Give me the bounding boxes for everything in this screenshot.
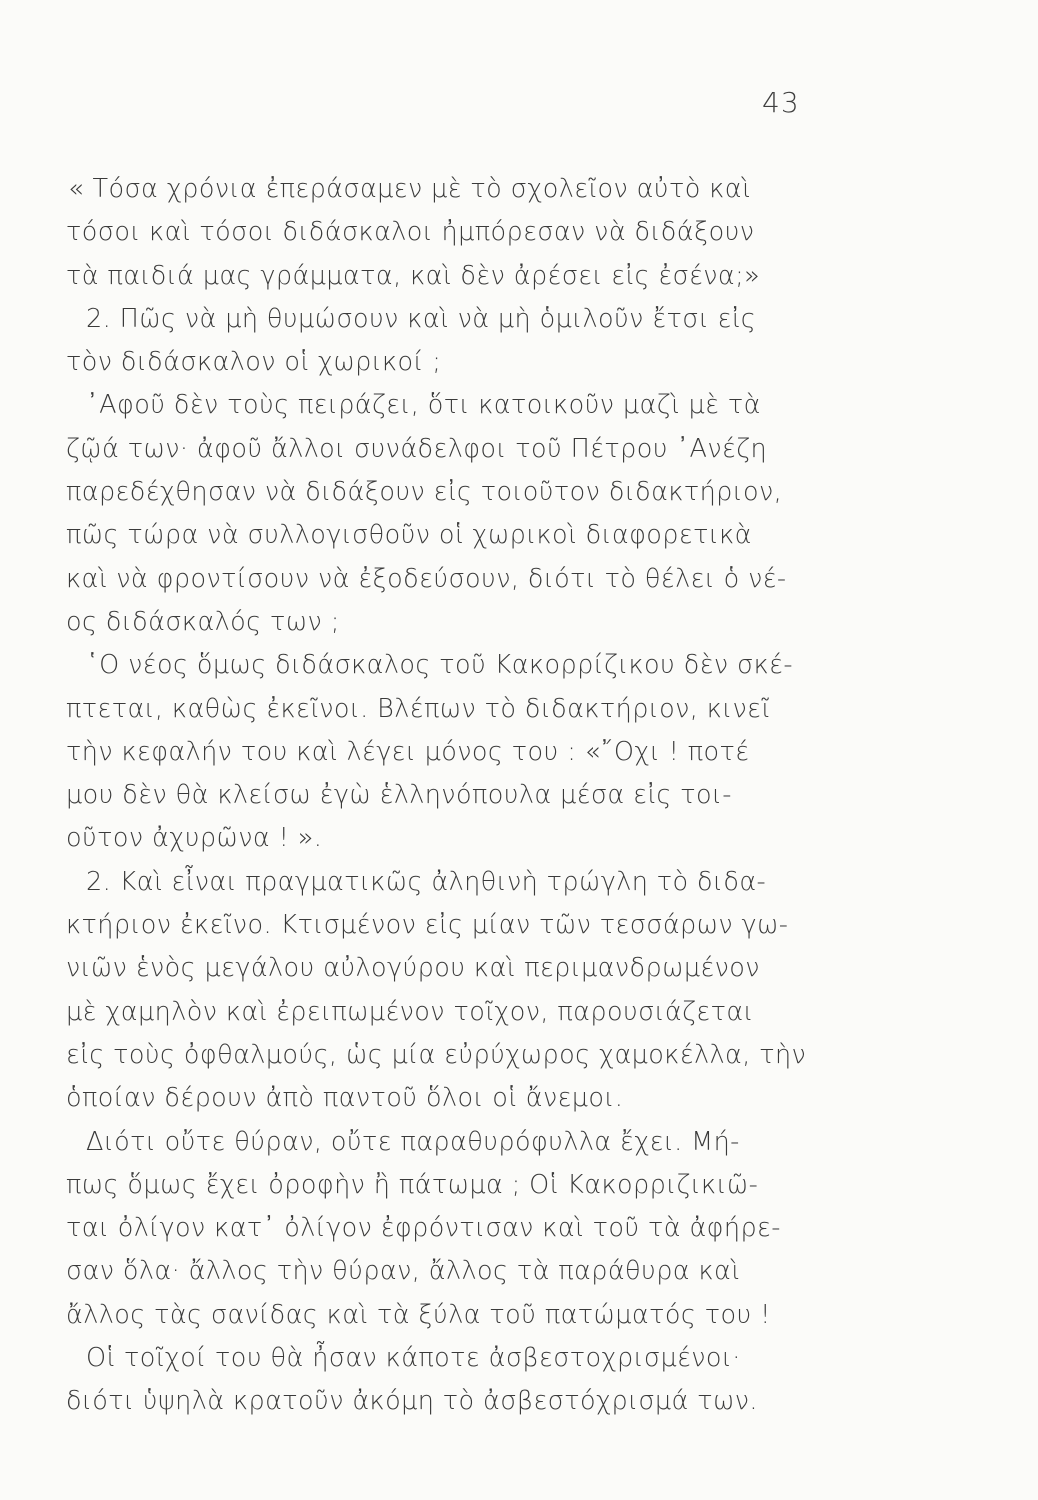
text-line: μὲ χαμηλὸν καὶ ἐρειπωμένον τοῖχον, παρουσιάζεται bbox=[66, 996, 754, 1027]
body-text bbox=[66, 168, 866, 1424]
text-line: 2. Καὶ εἶναι πραγματικῶς ἀληθινὴ τρώγλη τὸ διδα- bbox=[86, 866, 767, 897]
text-line: ται ὀλίγον κατ᾿ ὀλίγον ἐφρόντισαν καὶ τοῦ τὰ ἀφήρε- bbox=[66, 1213, 781, 1244]
text-line: Διότι οὔτε θύραν, οὔτε παραθυρόφυλλα ἔχει. Μή- bbox=[86, 1126, 740, 1157]
text-line: ᾿Αφοῦ δὲν τοὺς πειράζει, ὅτι κατοικοῦν μαζὶ μὲ τὰ bbox=[86, 390, 761, 421]
text-line: σαν ὅλα· ἄλλος τὴν θύραν, ἄλλος τὰ παράθυρα καὶ bbox=[66, 1256, 741, 1287]
text-line: τόσοι καὶ τόσοι διδάσκαλοι ἠμπόρεσαν νὰ διδάξουν bbox=[66, 217, 755, 248]
text-line: παρεδέχθησαν νὰ διδάξουν εἰς τοιοῦτον διδακτήριον, bbox=[66, 477, 783, 508]
text-line: νιῶν ἑνὸς μεγάλου αὐλογύρου καὶ περιμανδρωμένον bbox=[66, 953, 760, 984]
text-line: πτεται, καθὼς ἐκεῖνοι. Βλέπων τὸ διδακτήριον, κινεῖ bbox=[66, 693, 771, 724]
text-line: διότι ὑψηλὰ κρατοῦν ἀκόμη τὸ ἀσβεστόχρισμά των. bbox=[66, 1386, 758, 1417]
text-line: ζῷά των· ἀφοῦ ἄλλοι συνάδελφοι τοῦ Πέτρου ᾿Ανέζη bbox=[66, 433, 768, 464]
text-line: τὴν κεφαλήν του καὶ λέγει μόνος του : «῎Οχι ! ποτέ bbox=[66, 736, 750, 767]
text-line: « Τόσα χρόνια ἐπεράσαμεν μὲ τὸ σχολεῖον αὐτὸ καὶ bbox=[68, 174, 751, 204]
text-line: ῾Ο νέος ὅμως διδάσκαλος τοῦ Κακορρίζικου δὲν σκέ- bbox=[86, 650, 793, 681]
text-line: ὁποίαν δέρουν ἀπὸ παντοῦ ὅλοι οἱ ἄνεμοι. bbox=[66, 1083, 624, 1114]
text-line: 2. Πῶς νὰ μὴ θυμώσουν καὶ νὰ μὴ ὁμιλοῦν ἔτσι εἰς bbox=[86, 303, 757, 334]
text-line: ἄλλος τὰς σανίδας καὶ τὰ ξύλα τοῦ πατώματός του ! bbox=[66, 1299, 771, 1330]
text-line: κτήριον ἐκεῖνο. Κτισμένον εἰς μίαν τῶν τεσσάρων γω- bbox=[66, 910, 789, 941]
text-line: πως ὅμως ἔχει ὀροφὴν ἢ πάτωμα ; Οἱ Κακορριζικιῶ- bbox=[66, 1169, 759, 1200]
text-line: πῶς τώρα νὰ συλλογισθοῦν οἱ χωρικοὶ διαφορετικὰ bbox=[66, 520, 752, 551]
text-line: ος διδάσκαλός των ; bbox=[66, 606, 340, 637]
text-line: οῦτον ἀχυρῶνα ! ». bbox=[66, 823, 323, 854]
text-line: μου δὲν θὰ κλείσω ἐγὼ ἑλληνόπουλα μέσα εἰς τοι- bbox=[66, 780, 732, 811]
text-line: τὰ παιδιά μας γράμματα, καὶ δὲν ἀρέσει εἰς ἐσένα;» bbox=[66, 260, 761, 291]
text-line: καὶ νὰ φροντίσουν νὰ ἐξοδεύσουν, διότι τὸ θέλει ὁ νέ- bbox=[66, 563, 787, 594]
page-number: 43 bbox=[762, 86, 800, 119]
text-line: Οἱ τοῖχοί του θὰ ἦσαν κάποτε ἀσβεστοχρισμένοι· bbox=[86, 1343, 741, 1374]
text-line: τὸν διδάσκαλον οἱ χωρικοί ; bbox=[66, 347, 442, 378]
text-line: εἰς τοὺς ὀφθαλμούς, ὡς μία εὐρύχωρος χαμοκέλλα, τὴν bbox=[66, 1039, 807, 1070]
